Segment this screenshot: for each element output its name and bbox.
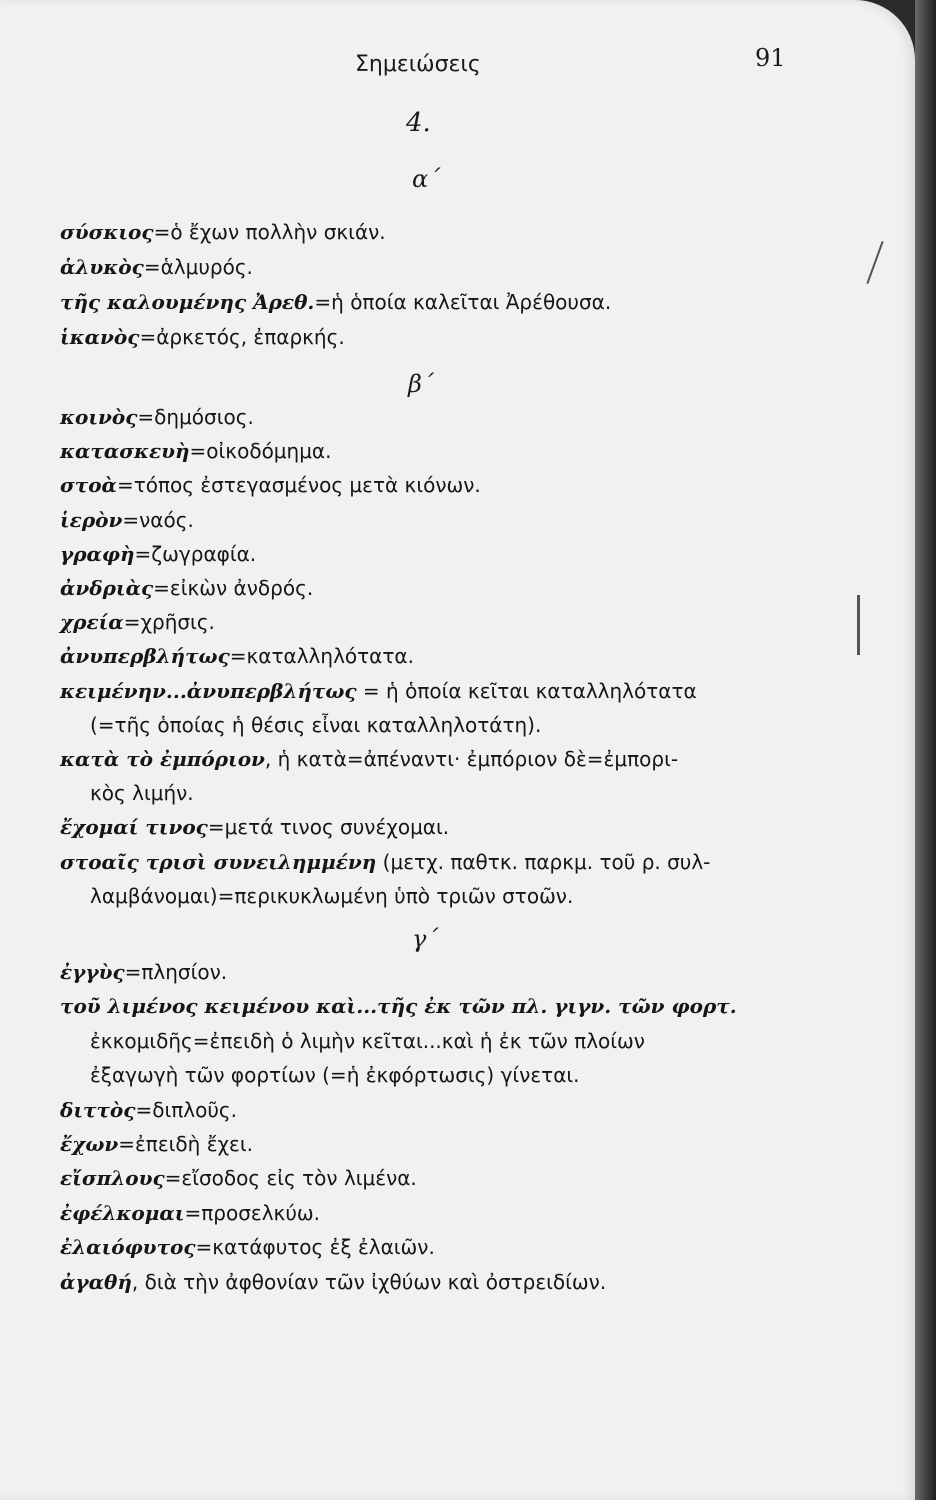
gloss-definition: ἐξαγωγὴ τῶν φορτίων (=ἡ ἐκφόρτωσις) γίνεται.	[90, 1063, 580, 1088]
gloss-term: γραφὴ	[60, 541, 135, 566]
gloss-entry	[60, 850, 800, 874]
gloss-entry	[60, 473, 800, 497]
gloss-definition: =οἰκοδόμημα.	[189, 439, 332, 464]
gloss-definition: =ἁλμυρός.	[143, 255, 253, 279]
gloss-definition: (μετχ. παθτκ. παρκμ. τοῦ ρ. συλ-	[376, 849, 711, 874]
running-header: Σημειώσεις	[355, 52, 481, 77]
gloss-term: διττὸς	[60, 1097, 136, 1122]
gloss-term: τοῦ λιμένος κειμένου καὶ...τῆς ἐκ τῶν πλ. γιγν. τῶν φορτ.	[60, 994, 737, 1019]
gloss-term: ἔχομαί τινος	[60, 815, 208, 840]
gloss-definition: = ἡ ὁποία κεῖται καταλληλότατα	[356, 678, 697, 703]
gloss-definition: , διὰ τὴν ἀφθονίαν τῶν ἰχθύων καὶ ὀστρειδίων.	[131, 1269, 607, 1294]
gloss-entry	[60, 508, 800, 532]
gloss-entry	[60, 1270, 800, 1294]
section-label-alpha: α΄	[412, 165, 441, 193]
gloss-entry	[60, 1235, 800, 1259]
gloss-entry	[60, 576, 800, 600]
book-spine-edge	[915, 0, 936, 1500]
gloss-definition: (=τῆς ὁποίας ἡ θέσις εἶναι καταλληλοτάτη).	[90, 712, 542, 737]
gloss-definition: =καταλληλότατα.	[229, 644, 414, 669]
gloss-definition: κὸς λιμήν.	[90, 781, 194, 806]
gloss-entry	[60, 1098, 800, 1122]
margin-mark	[866, 241, 883, 284]
gloss-entry	[60, 1166, 800, 1190]
gloss-term: χρεία	[60, 610, 124, 635]
gloss-term: εἴσπλους	[60, 1166, 165, 1191]
gloss-term: σύσκιος	[60, 220, 154, 244]
section-label-beta: β΄	[408, 370, 434, 398]
gloss-term: κατασκευὴ	[60, 439, 190, 464]
gloss-entry	[60, 960, 800, 984]
gloss-definition: λαμβάνομαι)=περικυκλωμένη ὑπὸ τριῶν στοῶν.	[90, 883, 574, 908]
gloss-continuation	[60, 781, 830, 805]
gloss-term: ἀνδριὰς	[60, 576, 154, 600]
gloss-term: κειμένην...ἀνυπερβλήτως	[60, 678, 357, 703]
gloss-term: ἐγγὺς	[60, 960, 125, 984]
gloss-term: τῆς καλουμένης Ἀρεθ.	[60, 290, 315, 314]
margin-mark	[857, 595, 860, 655]
gloss-entry	[60, 325, 800, 349]
gloss-definition: =κατάφυτος ἐξ ἐλαιῶν.	[195, 1235, 435, 1260]
gloss-entry	[60, 994, 800, 1018]
gloss-definition: =προσελκύω.	[184, 1200, 321, 1225]
gloss-definition: =πλησίον.	[124, 960, 228, 984]
gloss-entry	[60, 220, 800, 244]
gloss-definition: =δημόσιος.	[137, 405, 254, 429]
gloss-definition: =ἀρκετός, ἐπαρκής.	[139, 325, 345, 349]
gloss-term: ἐφέλκομαι	[60, 1200, 185, 1225]
gloss-continuation	[60, 1063, 830, 1087]
gloss-definition: =ἡ ὁποία καλεῖται Ἀρέθουσα.	[314, 290, 612, 314]
gloss-term: κατὰ τὸ ἐμπόριον	[60, 747, 265, 771]
gloss-definition: =ναός.	[122, 507, 194, 532]
gloss-continuation	[60, 713, 830, 737]
gloss-entry	[60, 815, 800, 839]
gloss-definition: =ἐπειδὴ ἔχει.	[118, 1132, 253, 1156]
gloss-term: ἱερὸν	[60, 507, 123, 532]
gloss-term: ἀγαθή	[60, 1269, 132, 1294]
gloss-continuation	[60, 884, 830, 908]
gloss-entry	[60, 1132, 800, 1156]
gloss-entry	[60, 610, 800, 634]
gloss-definition: =εἴσοδος εἰς τὸν λιμένα.	[164, 1166, 417, 1191]
gloss-term: ἁλυκὸς	[60, 255, 144, 279]
chapter-number: 4.	[406, 108, 431, 138]
gloss-entry	[60, 644, 800, 668]
gloss-definition: =ζωγραφία.	[134, 541, 257, 566]
gloss-entry	[60, 542, 800, 566]
gloss-entry	[60, 1201, 800, 1225]
gloss-term: ἔχων	[60, 1132, 119, 1156]
gloss-entry	[60, 255, 800, 279]
section-label-gamma: γ΄	[412, 925, 439, 953]
gloss-term: ἱκανὸς	[60, 325, 140, 349]
gloss-entry	[60, 747, 800, 771]
gloss-term: ἐλαιόφυτος	[60, 1235, 196, 1260]
gloss-entry	[60, 439, 800, 463]
gloss-definition: =χρῆσις.	[123, 610, 215, 635]
gloss-term: στοὰ	[60, 473, 117, 498]
gloss-entry	[60, 679, 800, 703]
gloss-definition: =ὁ ἔχων πολλὴν σκιάν.	[153, 220, 386, 244]
gloss-definition: =τόπος ἐστεγασμένος μετὰ κιόνων.	[116, 473, 481, 498]
gloss-definition: =εἰκὼν ἀνδρός.	[153, 576, 314, 600]
gloss-entry	[60, 290, 800, 314]
gloss-term: ἀνυπερβλήτως	[60, 644, 230, 669]
gloss-continuation	[60, 1029, 830, 1053]
gloss-term: στοαῖς τρισὶ συνειλημμένη	[60, 849, 377, 874]
gloss-definition: =διπλοῦς.	[135, 1097, 237, 1122]
gloss-definition: =μετά τινος συνέχομαι.	[207, 815, 450, 840]
gloss-entry	[60, 405, 800, 429]
gloss-term: κοινὸς	[60, 405, 138, 429]
page-number: 91	[755, 44, 786, 72]
gloss-definition: ἐκκομιδῆς=ἐπειδὴ ὁ λιμὴν κεῖται...καὶ ἡ ἐκ τῶν πλοίων	[90, 1028, 645, 1053]
gloss-definition: , ἡ κατὰ=ἀπέναντι· ἐμπόριον δὲ=ἐμπορι-	[264, 747, 679, 771]
